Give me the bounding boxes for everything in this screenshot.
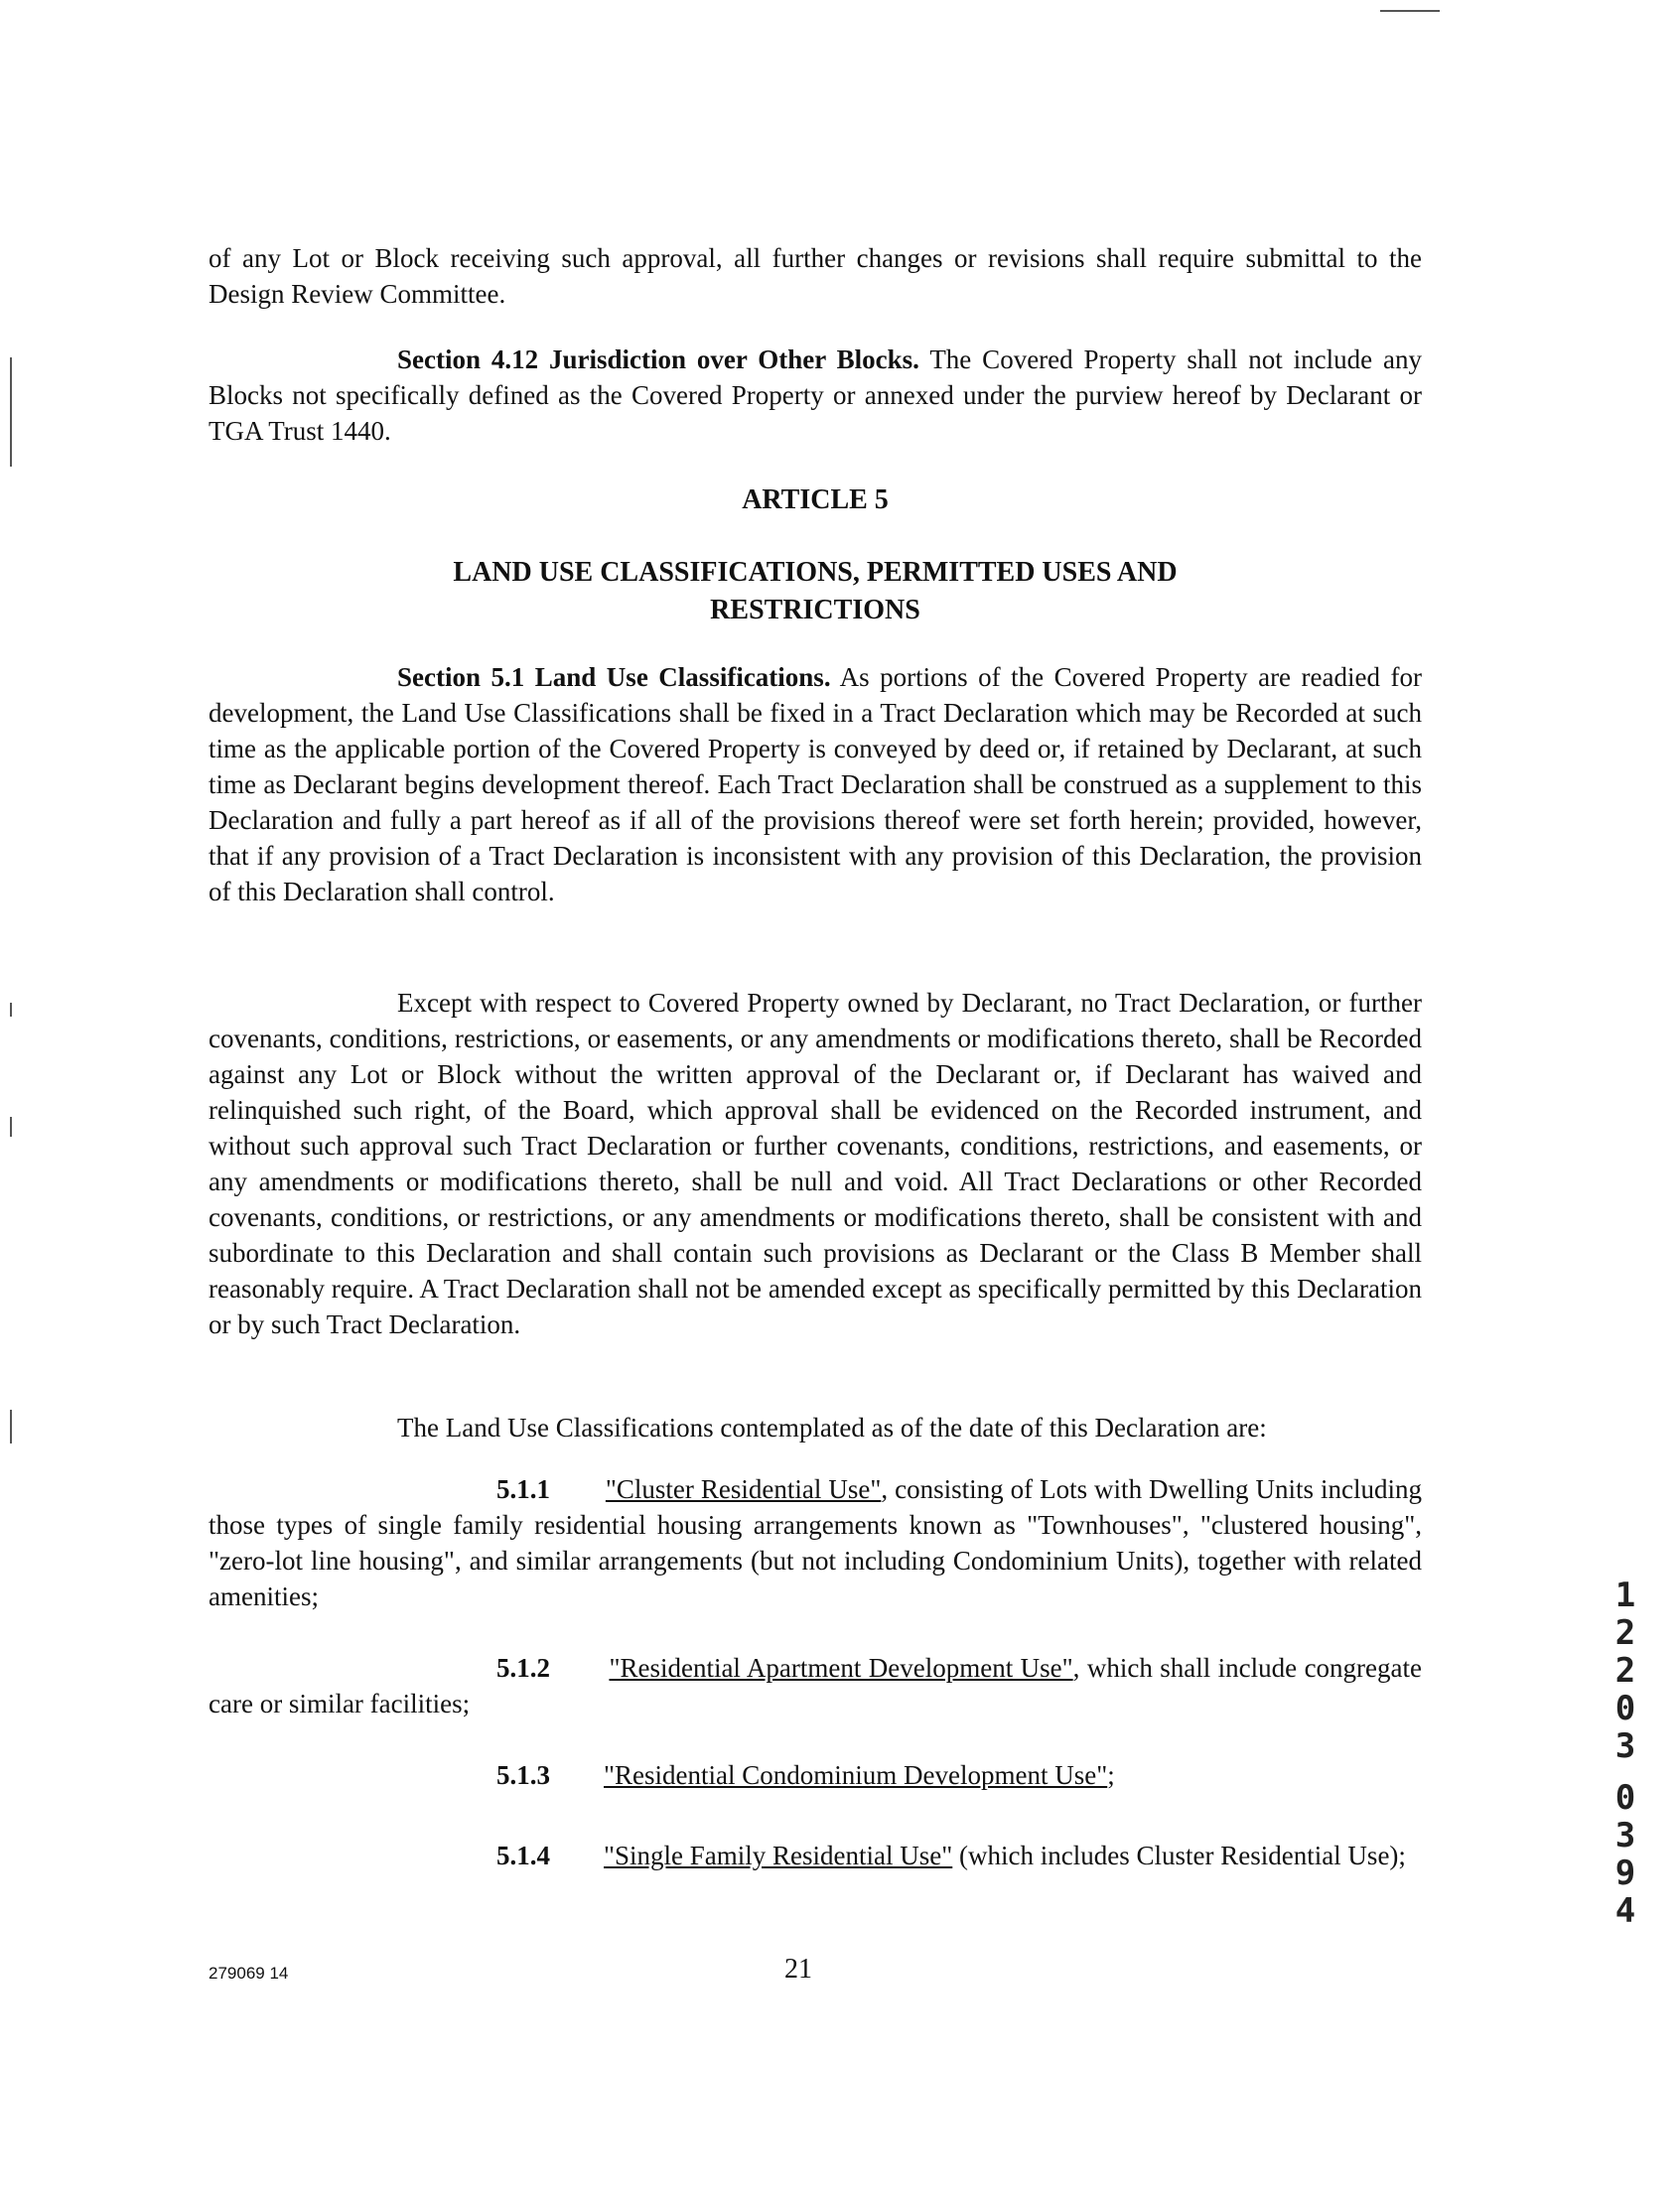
scan-mark-left-2 [10, 1003, 12, 1017]
item-term: "Residential Condominium Development Use" [604, 1760, 1108, 1790]
stamp-digit: 9 [1614, 1854, 1636, 1893]
list-item [209, 1650, 1422, 1721]
item-text: , consisting of Lots with Dwelling Units including those types of single family residential housing arrangements known as "Townhouses", "clustered housing", "zero-lot line housing", and similar arrangements (but not including Condominium Units), together with related amenities; [209, 1474, 1423, 1611]
section-5-1-heading: Section 5.1 Land Use Classifications. [397, 662, 831, 692]
intro-list-paragraph: The Land Use Classifications contemplated as of the date of this Declaration are: [397, 1413, 1267, 1442]
article-subtitle-line2: RESTRICTIONS [710, 595, 920, 625]
stamp-digit: 0 [1614, 1689, 1636, 1728]
item-text: (which includes Cluster Residential Use); [952, 1841, 1406, 1870]
scan-mark-top [1380, 10, 1440, 12]
stamp-digit: 0 [1614, 1778, 1636, 1818]
scan-mark-left-4 [10, 1410, 12, 1443]
item-text: , which shall include congregate care or similar facilities; [209, 1653, 1422, 1718]
scan-mark-left-3 [10, 1117, 12, 1137]
item-number: 5.1.4 [496, 1841, 550, 1870]
stamp-digit: 3 [1614, 1726, 1636, 1766]
article-title: ARTICLE 5 [742, 484, 889, 515]
section-5-1-paragraph [209, 659, 1422, 909]
section-4-12-text: The Covered Property shall not include any Blocks not specifically defined as the Covered Property or annexed under the purview hereof by Declarant or TGA Trust 1440. [209, 344, 1423, 446]
section-5-1-text: As portions of the Covered Property are readied for development, the Land Use Classifications shall be fixed in a Tract Declaration which may be Recorded at such time as the applicable portion of the Covered Property is conveyed by deed or, if retained by Declarant, at such time as Declarant begins development thereof. Each Tract Declaration shall be construed as a supplement to this Declaration and fully a part hereof as if all of the provisions thereof were set forth herein; provided, however, that if any provision of a Tract Declaration is inconsistent with any provision of this Declaration, the provision of this Declaration shall control. [209, 662, 1422, 906]
item-number: 5.1.3 [496, 1760, 550, 1790]
article-subtitle-line1: LAND USE CLASSIFICATIONS, PERMITTED USES AND [453, 557, 1178, 588]
document-code: 279069 14 [209, 1964, 289, 1983]
item-number: 5.1.1 [496, 1474, 550, 1504]
section-4-12-paragraph [209, 342, 1422, 449]
continuation-paragraph: of any Lot or Block receiving such approval, all further changes or revisions shall require submittal to the Design Review Committee. [209, 243, 1422, 309]
recording-number-stamp [1610, 1577, 1640, 1930]
item-term: "Cluster Residential Use" [605, 1474, 882, 1504]
item-number: 5.1.2 [496, 1653, 550, 1683]
stamp-digit: 1 [1614, 1576, 1636, 1615]
stamp-digit: 3 [1614, 1816, 1636, 1855]
stamp-digit: 2 [1614, 1613, 1636, 1653]
list-item [209, 1827, 1422, 1884]
scan-mark-left-1 [10, 357, 12, 467]
list-item [209, 1471, 1422, 1614]
item-text: ; [1107, 1760, 1115, 1790]
list-item [209, 1757, 1422, 1793]
stamp-digit: 4 [1614, 1891, 1636, 1931]
page-number: 21 [784, 1954, 812, 1985]
item-term: "Residential Apartment Development Use" [609, 1653, 1073, 1683]
stamp-digit: 2 [1614, 1651, 1636, 1691]
item-term: "Single Family Residential Use" [604, 1841, 953, 1870]
section-4-12-heading: Section 4.12 Jurisdiction over Other Blocks. [397, 344, 919, 374]
except-paragraph: Except with respect to Covered Property owned by Declarant, no Tract Declaration, or further covenants, conditions, restrictions, or easements, or any amendments or modifications thereto, shall be Recorded against any Lot or Block without the written approval of the Declarant or, if Declarant has waived and relinquished such right, of the Board, which approval shall be evidenced on the Recorded instrument, and without such approval such Tract Declaration or further covenants, conditions, restrictions, and easements, or any amendments or modifications thereto, shall be null and void. All Tract Declarations or other Recorded covenants, conditions, or restrictions, or any amendments or modifications thereto, shall be consistent with and subordinate to this Declaration and shall contain such provisions as Declarant or the Class B Member shall reasonably require. A Tract Declaration shall not be amended except as specifically permitted by this Declaration or by such Tract Declaration. [209, 988, 1422, 1339]
